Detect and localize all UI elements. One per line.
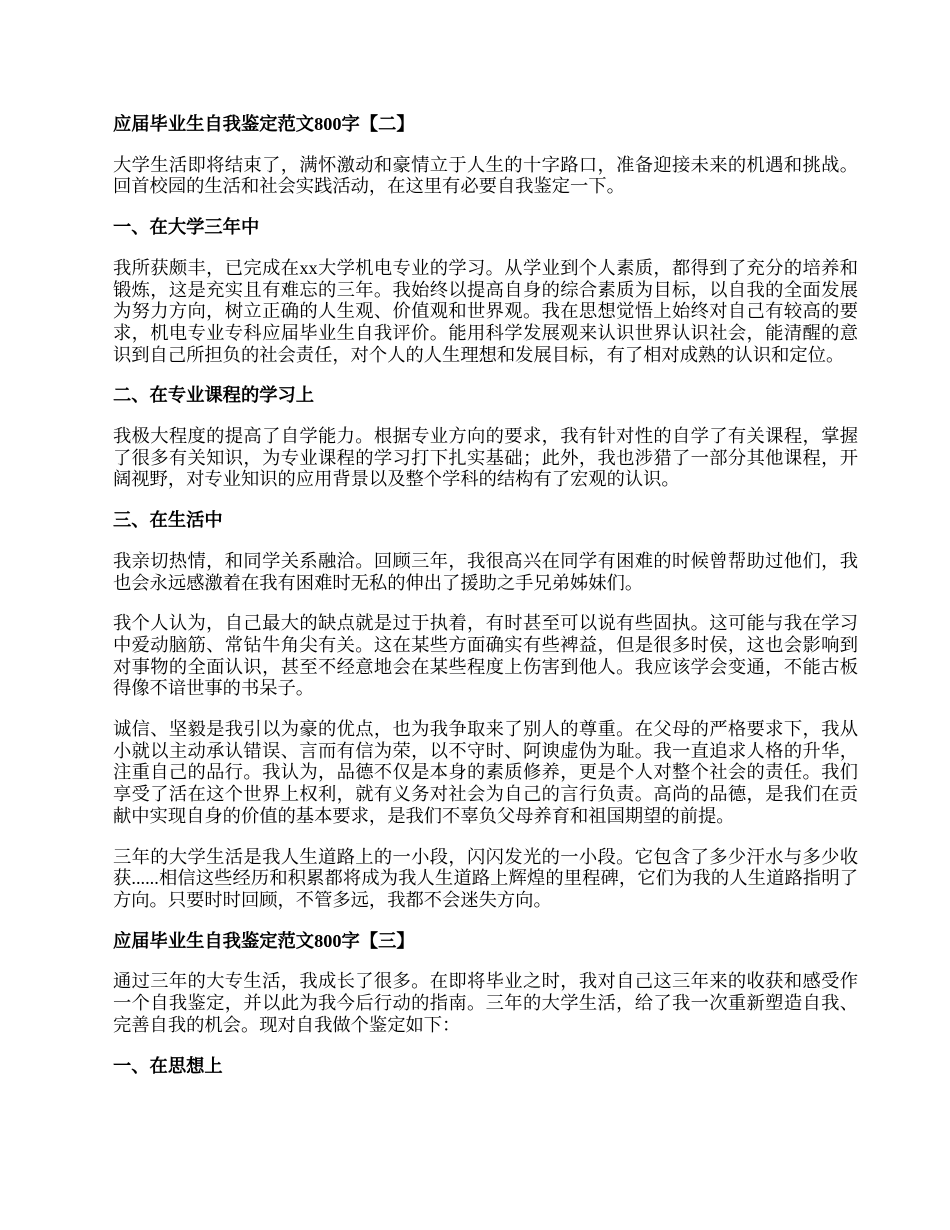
body-paragraph: 大学生活即将结束了，满怀激动和豪情立于人生的十字路口，准备迎接未来的机遇和挑战。回首校园的生活和社会实践活动，在这里有必要自我鉴定一下。	[113, 154, 858, 197]
body-paragraph: 我亲切热情，和同学关系融洽。回顾三年，我很高兴在同学有困难的时候曾帮助过他们，我也会永远感激着在我有困难时无私的伸出了援助之手兄弟姊妹们。	[113, 550, 858, 593]
body-paragraph: 我个人认为，自己最大的缺点就是过于执着，有时甚至可以说有些固执。这可能与我在学习中爱动脑筋、常钻牛角尖有关。这在某些方面确实有些裨益，但是很多时侯，这也会影响到对事物的全面认识，甚至不经意地会在某些程度上伤害到他人。我应该学会变通，不能古板得像不谙世事的书呆子。	[113, 613, 858, 699]
section-heading: 三、在生活中	[113, 510, 223, 531]
body-paragraph: 通过三年的大专生活，我成长了很多。在即将毕业之时，我对自己这三年来的收获和感受作一个自我鉴定，并以此为我今后行动的指南。三年的大学生活，给了我一次重新塑造自我、完善自我的机会。现对自我做个鉴定如下：	[113, 971, 858, 1035]
body-paragraph: 三年的大学生活是我人生道路上的一小段，闪闪发光的一小段。它包含了多少汗水与多少收获......相信这些经历和积累都将成为我人生道路上辉煌的里程碑，它们为我的人生道路指明了方向。只要时时回顾，不管多远，我都不会迷失方向。	[113, 846, 858, 910]
document-body	[113, 114, 858, 1096]
section-heading: 一、在思想上	[113, 1055, 223, 1076]
section-heading: 应届毕业生自我鉴定范文800字【二】	[113, 114, 415, 134]
body-paragraph: 诚信、坚毅是我引以为豪的优点，也为我争取来了别人的尊重。在父母的严格要求下，我从小就以主动承认错误、言而有信为荣，以不守时、阿谀虚伪为耻。我一直追求人格的升华，注重自己的品行。我认为，品德不仅是本身的素质修养，更是个人对整个社会的责任。我们享受了活在这个世界上权利，就有义务对社会为自己的言行负责。高尚的品德，是我们在贡献中实现自身的价值的基本要求，是我们不辜负父母养育和祖国期望的前提。	[113, 719, 858, 826]
body-paragraph: 我所获颇丰，已完成在xx大学机电专业的学习。从学业到个人素质，都得到了充分的培养和锻炼，这是充实且有难忘的三年。我始终以提高自身的综合素质为目标，以自我的全面发展为努力方向，树立正确的人生观、价值观和世界观。我在思想觉悟上始终对自己有较高的要求，机电专业专科应届毕业生自我评价。能用科学发展观来认识世界认识社会，能清醒的意识到自己所担负的社会责任，对个人的人生理想和发展目标，有了相对成熟的认识和定位。	[113, 257, 858, 365]
section-heading: 应届毕业生自我鉴定范文800字【三】	[113, 930, 415, 951]
body-paragraph: 我极大程度的提高了自学能力。根据专业方向的要求，我有针对性的自学了有关课程，掌握了很多有关知识，为专业课程的学习打下扎实基础；此外，我也涉猎了一部分其他课程，开阔视野，对专业知识的应用背景以及整个学科的结构有了宏观的认识。	[113, 426, 858, 490]
section-heading: 二、在专业课程的学习上	[113, 385, 315, 406]
section-heading: 一、在大学三年中	[113, 217, 260, 238]
